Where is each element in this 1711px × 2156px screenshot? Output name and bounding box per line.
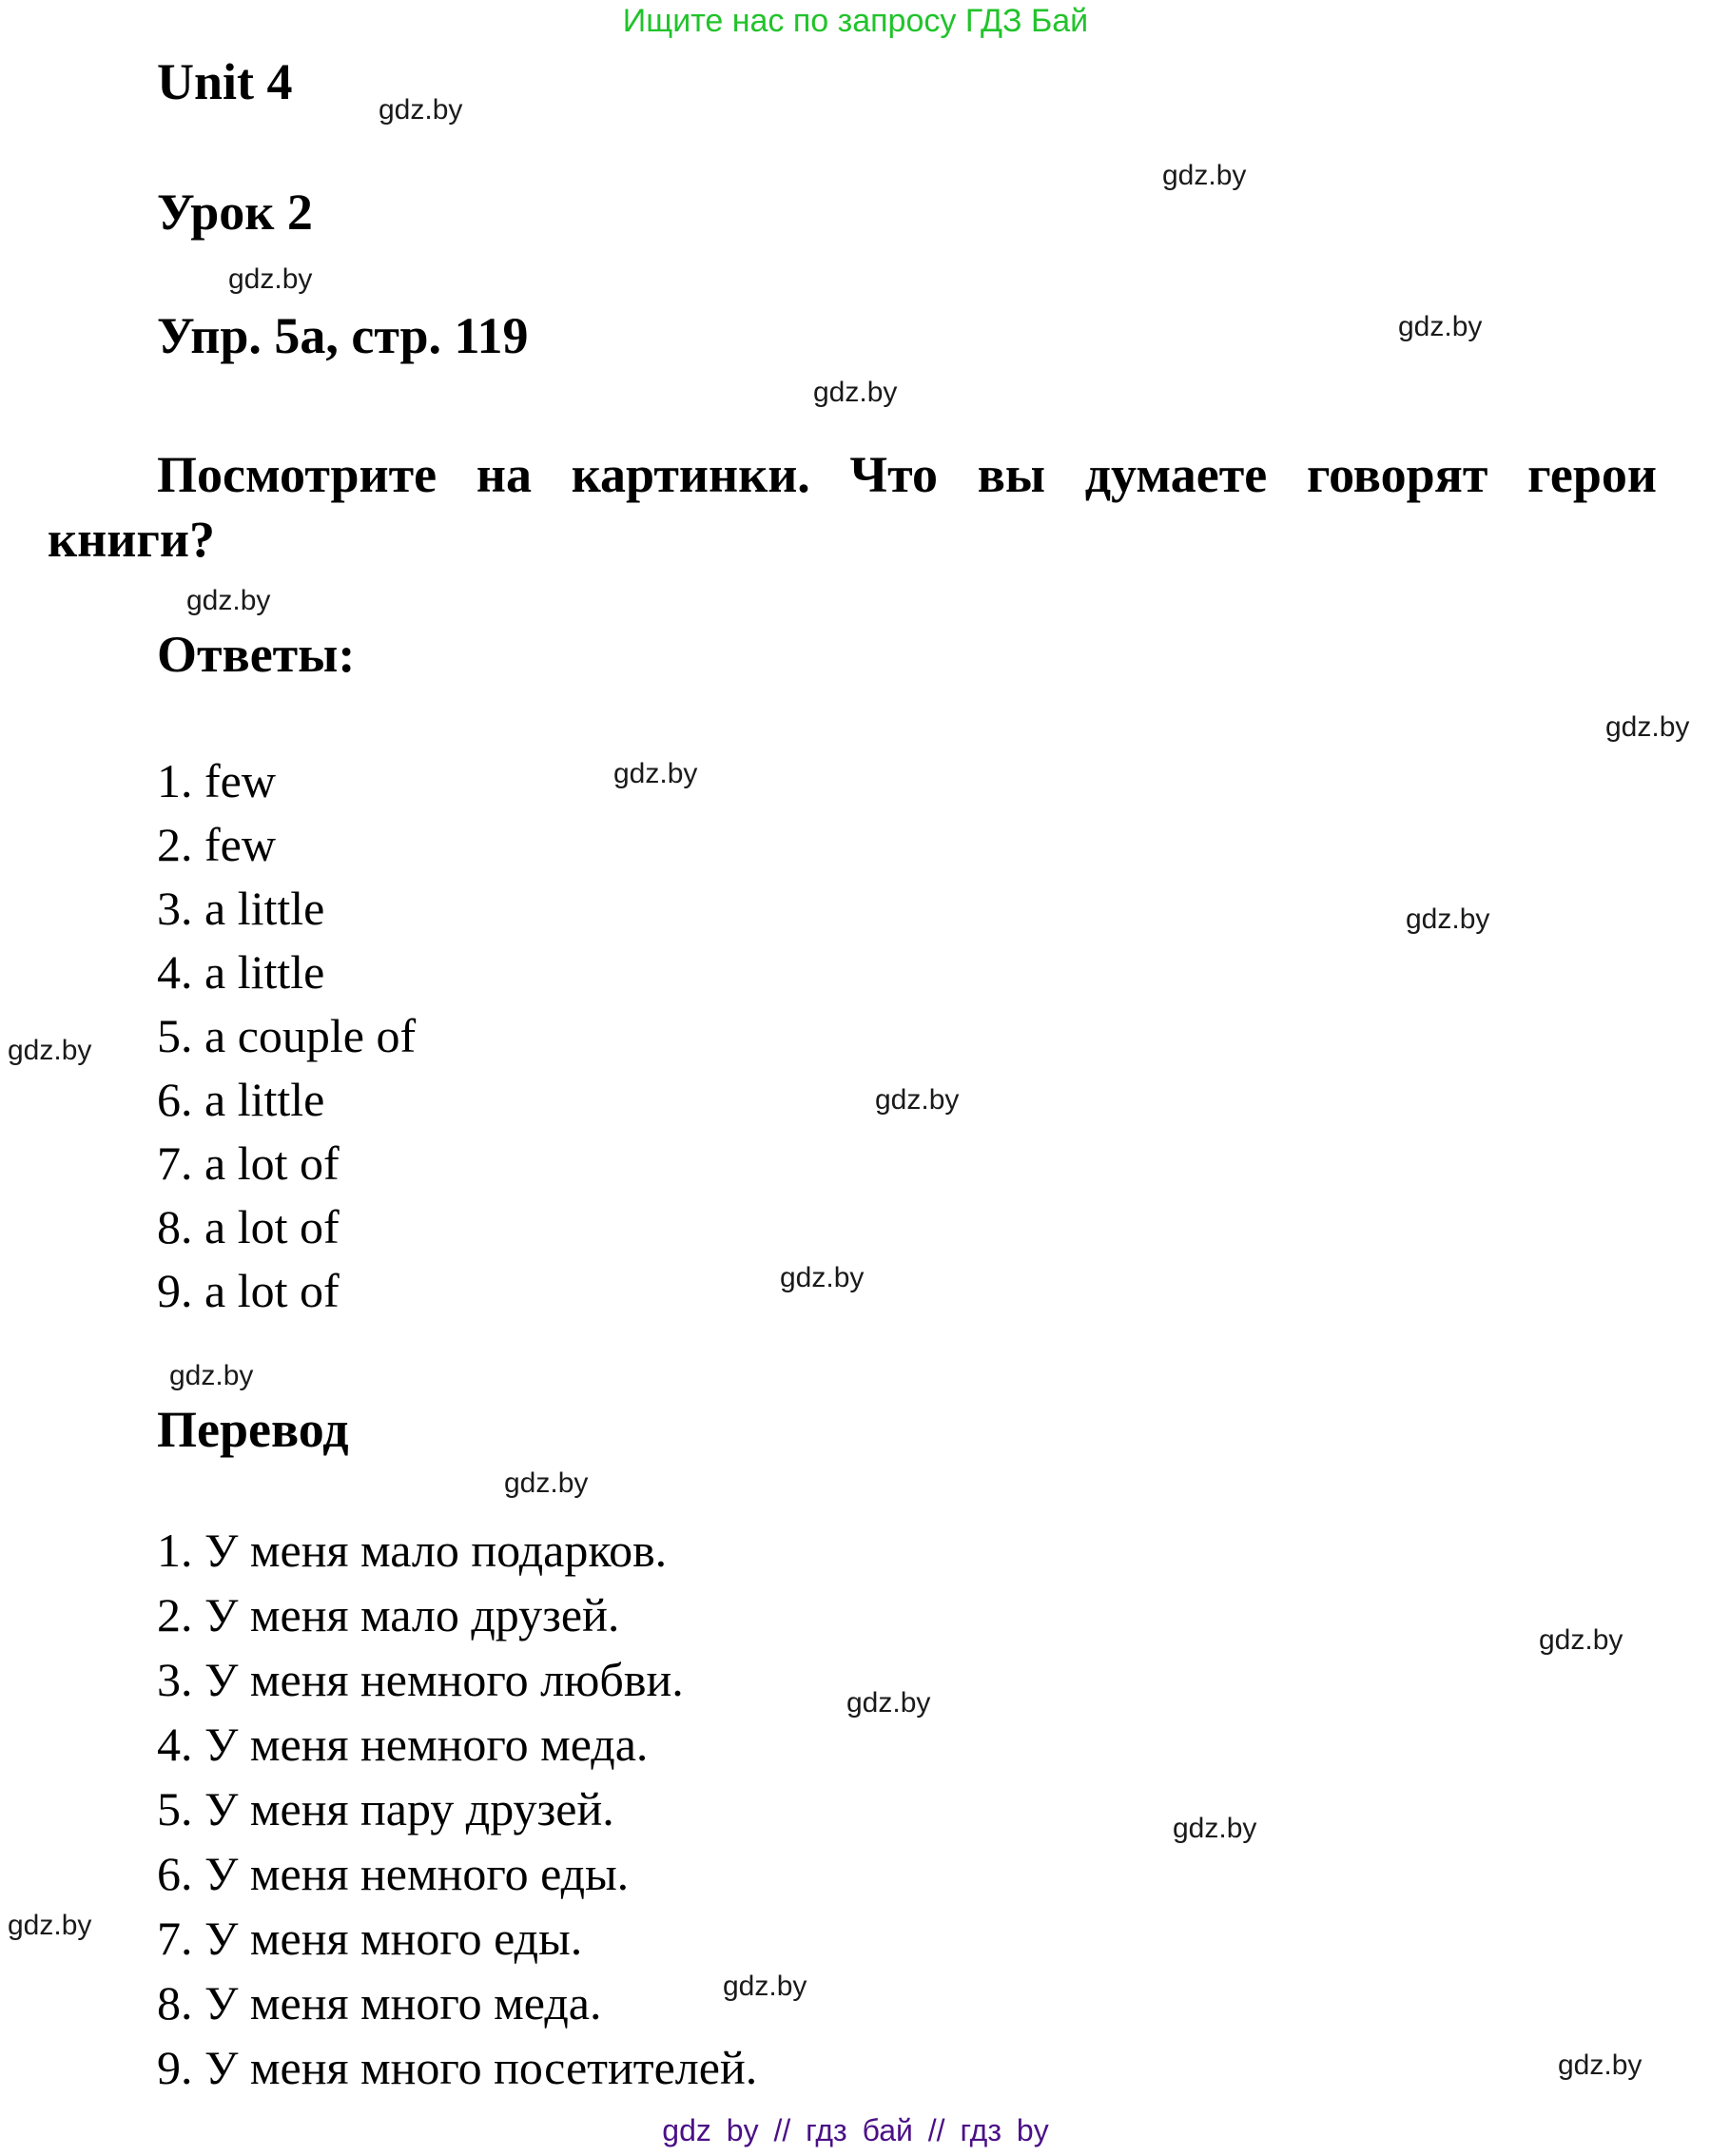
gdz-watermark: gdz.by xyxy=(1539,1624,1624,1656)
gdz-watermark: gdz.by xyxy=(813,377,898,408)
translation-item: 9. У меня много посетителей. xyxy=(157,2041,758,2094)
translation-item: 1. У меня мало подарков. xyxy=(157,1524,668,1577)
top-search-banner: Ищите нас по запросу ГДЗ Бай xyxy=(622,3,1089,39)
gdz-watermark: gdz.by xyxy=(613,758,698,789)
answer-item: 4. a little xyxy=(157,945,325,999)
gdz-watermark: gdz.by xyxy=(169,1360,254,1391)
gdz-watermark: gdz.by xyxy=(228,263,313,295)
translation-item: 6. У меня немного еды. xyxy=(157,1847,630,1900)
gdz-watermark: gdz.by xyxy=(8,1910,92,1941)
gdz-watermark: gdz.by xyxy=(875,1084,960,1116)
translations-list xyxy=(157,1518,757,2100)
footer-sites-line: gdz by // гдз бай // гдз by xyxy=(662,2113,1049,2147)
gdz-watermark: gdz.by xyxy=(8,1035,92,1066)
gdz-watermark: gdz.by xyxy=(1398,311,1483,342)
gdz-watermark: gdz.by xyxy=(186,585,271,616)
gdz-watermark: gdz.by xyxy=(846,1687,931,1719)
lesson-heading: Урок 2 xyxy=(157,184,313,241)
gdz-watermark: gdz.by xyxy=(1162,160,1247,191)
answers-list xyxy=(157,749,416,1323)
answer-item: 3. a little xyxy=(157,882,325,935)
gdz-watermark: gdz.by xyxy=(379,94,463,126)
task-text-line1: Посмотрите на картинки. Что вы думаете говорят герои xyxy=(157,446,1657,503)
unit-heading: Unit 4 xyxy=(157,53,293,110)
answer-item: 6. a little xyxy=(157,1073,325,1126)
answer-item: 9. a lot of xyxy=(157,1264,340,1317)
exercise-heading: Упр. 5а, стр. 119 xyxy=(157,307,529,364)
answer-item: 5. a couple of xyxy=(157,1009,417,1062)
gdz-watermark: gdz.by xyxy=(1558,2049,1643,2081)
gdz-watermark: gdz.by xyxy=(723,1971,807,2002)
translation-item: 3. У меня немного любви. xyxy=(157,1653,684,1706)
gdz-watermark: gdz.by xyxy=(1173,1813,1257,1844)
gdz-watermark: gdz.by xyxy=(1406,903,1490,935)
task-text-line2: книги? xyxy=(48,511,215,568)
gdz-watermark: gdz.by xyxy=(1605,711,1690,743)
answer-item: 1. few xyxy=(157,754,276,807)
translation-item: 8. У меня много меда. xyxy=(157,1976,602,2030)
gdz-watermark: gdz.by xyxy=(504,1467,589,1499)
answer-item: 7. a lot of xyxy=(157,1136,340,1190)
task-text xyxy=(48,442,1657,572)
translation-item: 2. У меня мало друзей. xyxy=(157,1588,620,1641)
answers-heading: Ответы: xyxy=(157,626,356,683)
translation-item: 4. У меня немного меда. xyxy=(157,1718,649,1771)
answer-item: 8. a lot of xyxy=(157,1200,340,1253)
translation-item: 5. У меня пару друзей. xyxy=(157,1782,614,1836)
answer-item: 2. few xyxy=(157,818,276,871)
translation-item: 7. У меня много еды. xyxy=(157,1912,583,1965)
translation-heading: Перевод xyxy=(157,1401,349,1458)
gdz-watermark: gdz.by xyxy=(780,1262,865,1293)
